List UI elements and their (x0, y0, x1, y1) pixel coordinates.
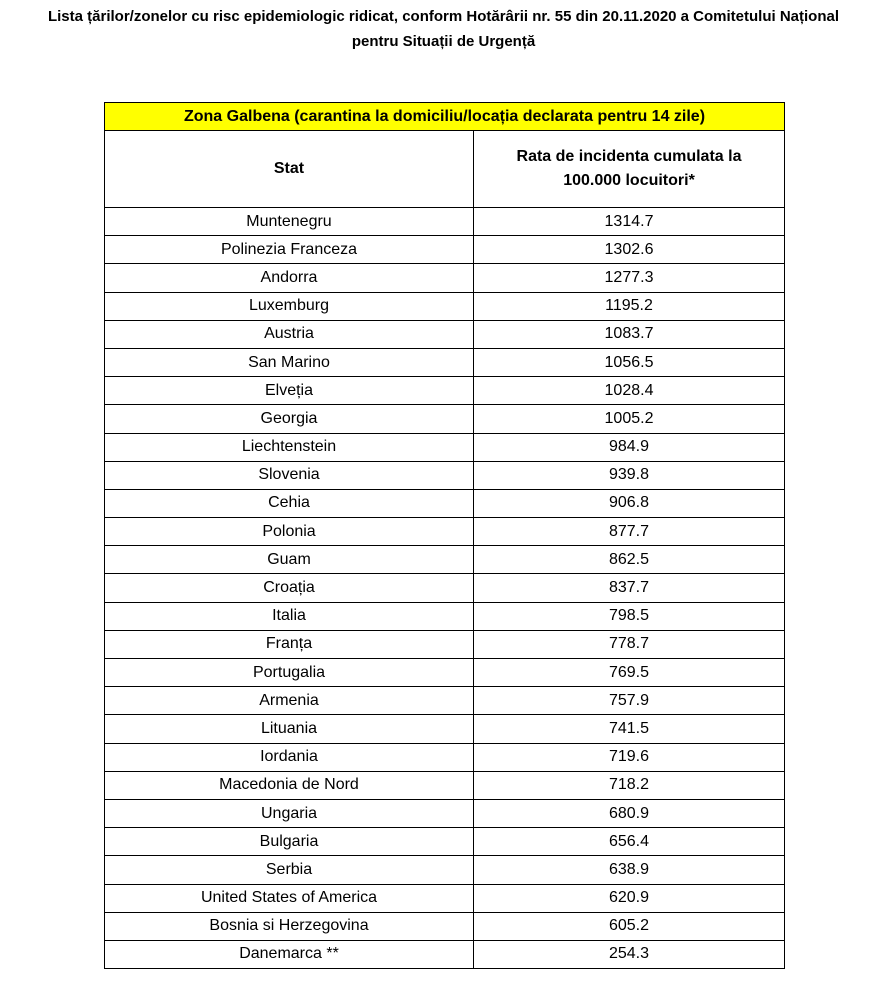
state-cell: Andorra (105, 264, 474, 292)
table-row (105, 687, 785, 715)
table-row (105, 659, 785, 687)
table-row (105, 940, 785, 968)
rate-cell: 680.9 (474, 799, 785, 827)
rate-cell: 1277.3 (474, 264, 785, 292)
state-cell: Lituania (105, 715, 474, 743)
rate-cell: 605.2 (474, 912, 785, 940)
rate-cell: 1314.7 (474, 208, 785, 236)
title-line-1: Lista țărilor/zonelor cu risc epidemiologic ridicat, conform Hotărârii nr. 55 din 20.11.2020 a Comitetului Național (47, 8, 840, 25)
rate-cell: 778.7 (474, 630, 785, 658)
column-header-rate (474, 131, 785, 208)
rate-cell: 757.9 (474, 687, 785, 715)
state-cell: Liechtenstein (105, 433, 474, 461)
state-cell: United States of America (105, 884, 474, 912)
zone-label: Zona Galbena (carantina la domiciliu/locația declarata pentru 14 zile) (105, 103, 785, 131)
rate-cell: 906.8 (474, 489, 785, 517)
table-row (105, 208, 785, 236)
table-row (105, 715, 785, 743)
table-row (105, 546, 785, 574)
state-cell: San Marino (105, 348, 474, 376)
state-cell: Muntenegru (105, 208, 474, 236)
column-header-row (105, 131, 785, 208)
document-title (0, 4, 887, 54)
table-row (105, 433, 785, 461)
rate-cell: 656.4 (474, 828, 785, 856)
state-cell: Luxemburg (105, 292, 474, 320)
state-cell: Italia (105, 602, 474, 630)
state-cell: Bulgaria (105, 828, 474, 856)
state-cell: Slovenia (105, 461, 474, 489)
rate-cell: 1302.6 (474, 236, 785, 264)
rate-cell: 984.9 (474, 433, 785, 461)
state-cell: Danemarca ** (105, 940, 474, 968)
table-row (105, 518, 785, 546)
risk-countries-table (104, 102, 785, 969)
table-row (105, 799, 785, 827)
rate-cell: 837.7 (474, 574, 785, 602)
rate-cell: 1195.2 (474, 292, 785, 320)
rate-cell: 939.8 (474, 461, 785, 489)
table-row (105, 630, 785, 658)
table-row (105, 743, 785, 771)
rate-cell: 769.5 (474, 659, 785, 687)
table-row (105, 884, 785, 912)
state-cell: Georgia (105, 405, 474, 433)
table-row (105, 348, 785, 376)
table-row (105, 377, 785, 405)
rate-cell: 719.6 (474, 743, 785, 771)
rate-cell: 877.7 (474, 518, 785, 546)
table-row (105, 828, 785, 856)
state-cell: Austria (105, 320, 474, 348)
rate-cell: 638.9 (474, 856, 785, 884)
state-cell: Franța (105, 630, 474, 658)
rate-cell: 1028.4 (474, 377, 785, 405)
state-cell: Armenia (105, 687, 474, 715)
state-cell: Macedonia de Nord (105, 771, 474, 799)
table-row (105, 489, 785, 517)
state-cell: Serbia (105, 856, 474, 884)
rate-cell: 620.9 (474, 884, 785, 912)
table-row (105, 236, 785, 264)
title-line-2: pentru Situații de Urgență (351, 33, 536, 50)
rate-cell: 798.5 (474, 602, 785, 630)
rate-cell: 254.3 (474, 940, 785, 968)
table-row (105, 292, 785, 320)
rate-cell: 1005.2 (474, 405, 785, 433)
state-cell: Ungaria (105, 799, 474, 827)
table-row (105, 264, 785, 292)
state-cell: Elveția (105, 377, 474, 405)
zone-header-row (105, 103, 785, 131)
state-cell: Guam (105, 546, 474, 574)
table-row (105, 602, 785, 630)
table-row (105, 856, 785, 884)
state-cell: Bosnia si Herzegovina (105, 912, 474, 940)
state-cell: Croația (105, 574, 474, 602)
rate-cell: 862.5 (474, 546, 785, 574)
state-cell: Portugalia (105, 659, 474, 687)
rate-cell: 741.5 (474, 715, 785, 743)
rate-cell: 718.2 (474, 771, 785, 799)
table-row (105, 771, 785, 799)
table-row (105, 461, 785, 489)
rate-cell: 1056.5 (474, 348, 785, 376)
state-cell: Polonia (105, 518, 474, 546)
table-row (105, 912, 785, 940)
state-cell: Cehia (105, 489, 474, 517)
column-header-rate-text: Rata de incidenta cumulata la 100.000 locuitori* (516, 148, 742, 189)
column-header-state: Stat (105, 131, 474, 208)
state-cell: Polinezia Franceza (105, 236, 474, 264)
table-row (105, 574, 785, 602)
table-row (105, 320, 785, 348)
table-row (105, 405, 785, 433)
rate-cell: 1083.7 (474, 320, 785, 348)
state-cell: Iordania (105, 743, 474, 771)
